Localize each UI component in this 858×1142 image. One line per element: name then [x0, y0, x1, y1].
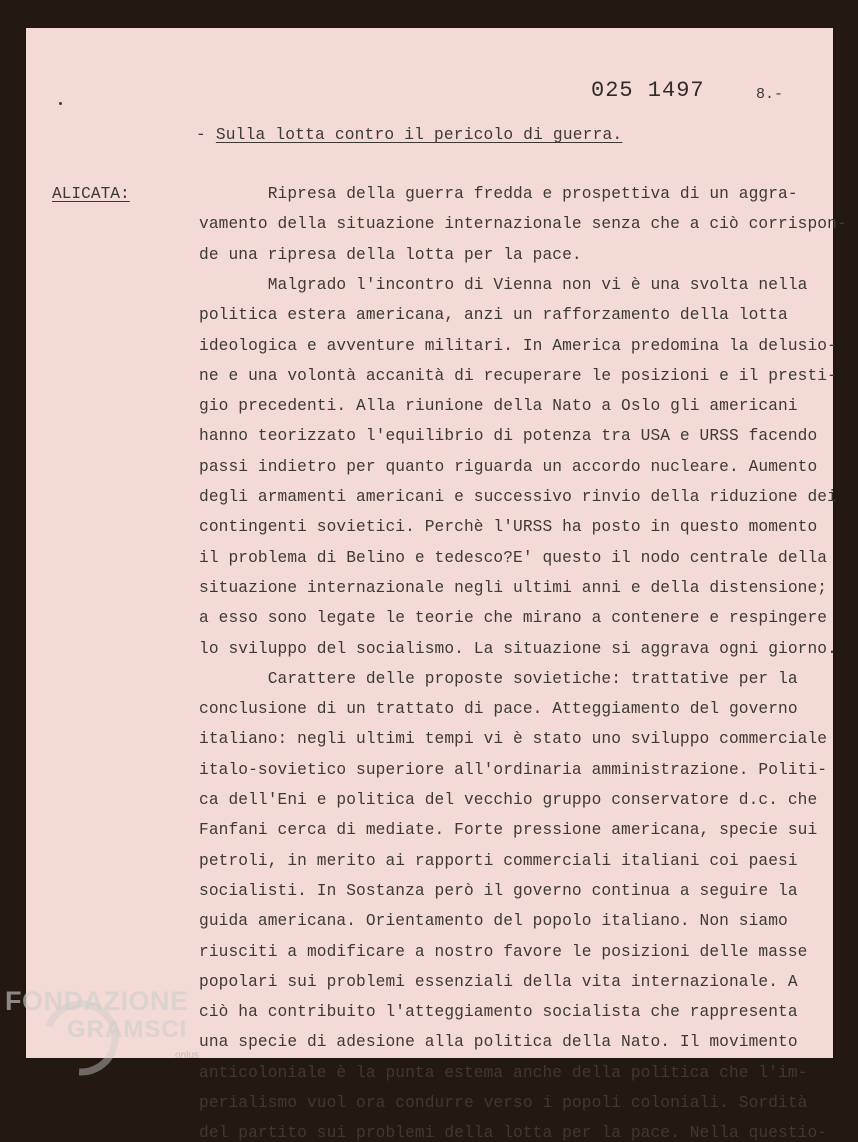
text-line: perialismo vuol ora condurre verso i popoli coloniali. Sordità — [199, 1094, 808, 1112]
text-line: popolari sui problemi essenziali della vita internazionale. A — [199, 972, 798, 991]
watermark-line2: GRAMSCI — [67, 1016, 188, 1043]
text-line: ciò ha contribuito l'atteggiamento socialista che rappresenta — [199, 1003, 798, 1022]
archive-number: 025 1497 — [591, 78, 705, 103]
text-line: politica estera americana, anzi un rafforzamento della lotta — [199, 306, 788, 325]
text-line: riusciti a modificare a nostro favore le posizioni delle masse — [199, 942, 808, 961]
text-line: degli armamenti americani e successivo rinvio della riduzione dei — [199, 488, 837, 506]
text-line: conclusione di un trattato di pace. Atteggiamento del governo — [199, 700, 798, 719]
text-line: situazione internazionale negli ultimi anni e della distensione; — [199, 578, 828, 597]
text-line: ca dell'Eni e politica del vecchio gruppo conservatore d.c. che — [199, 791, 818, 809]
ink-dot — [59, 102, 62, 105]
text-line: ideologica e avventure militari. In America predomina la delusio- — [199, 336, 837, 355]
watermark — [5, 986, 217, 1080]
heading-text: Sulla lotta contro il pericolo di guerra. — [215, 126, 623, 144]
heading-dash: - — [196, 126, 216, 144]
text-line: vamento della situazione internazionale senza che a ciò corrispon- — [199, 215, 847, 234]
section-heading — [196, 126, 622, 144]
text-line: ne e una volontà accanità di recuperare le posizioni e il presti- — [199, 366, 837, 385]
text-line: contingenti sovietici. Perchè l'URSS ha posto in questo momento — [199, 518, 818, 537]
text-line: guida americana. Orientamento del popolo italiano. Non siamo — [199, 912, 788, 931]
document-sheet — [26, 28, 847, 1142]
speaker-name: ALICATA: — [52, 185, 130, 203]
text-line: il problema di Belino e tedesco?E' questo il nodo centrale della — [199, 548, 828, 567]
page-number: 8.- — [756, 86, 784, 103]
text-line: Fanfani cerca di mediate. Forte pressione americana, specie sui — [199, 821, 818, 840]
text-line: Ripresa della guerra fredda e prospettiva di un aggra- — [199, 185, 798, 203]
text-line: una specie di adesione alla politica della Nato. Il movimento — [199, 1033, 798, 1052]
text-line: hanno teorizzato l'equilibrio di potenza tra USA e URSS facendo — [199, 427, 818, 446]
text-line: gio precedenti. Alla riunione della Nato a Oslo gli americani — [199, 397, 798, 416]
text-line: del partito sui problemi della lotta per la pace. Nella questio- — [199, 1124, 828, 1142]
text-line: de una ripresa della lotta per la pace. — [199, 245, 582, 264]
text-line: socialisti. In Sostanza però il governo continua a seguire la — [199, 881, 798, 900]
text-line: petroli, in merito ai rapporti commerciali italiani coi paesi — [199, 851, 798, 870]
watermark-line1: FONDAZIONE — [5, 986, 189, 1016]
text-line: a esso sono legate le teorie che mirano a contenere e respingere — [199, 609, 828, 628]
text-line: anticoloniale è la punta estema anche della politica che l'im- — [199, 1063, 808, 1082]
text-line: Malgrado l'incontro di Vienna non vi è una svolta nella — [199, 275, 808, 294]
text-line: italo-sovietico superiore all'ordinaria amministrazione. Politi- — [199, 760, 828, 779]
text-line: Carattere delle proposte sovietiche: trattative per la — [199, 669, 798, 688]
text-line: lo sviluppo del socialismo. La situazione si aggrava ogni giorno. — [199, 639, 837, 658]
text-line: italiano: negli ultimi tempi vi è stato uno sviluppo commerciale — [199, 730, 828, 749]
watermark-line3: onlus — [175, 1050, 199, 1061]
text-line: passi indietro per quanto riguarda un accordo nucleare. Aumento — [199, 457, 818, 476]
